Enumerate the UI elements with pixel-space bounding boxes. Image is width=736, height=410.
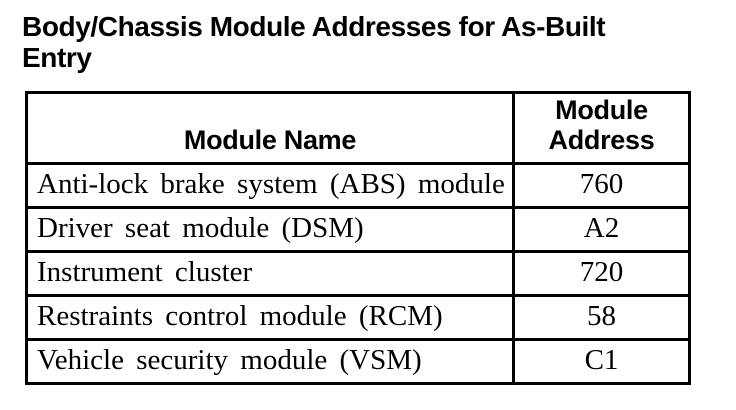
- module-address-cell: A2: [514, 208, 690, 252]
- table-row: [27, 252, 690, 296]
- module-address-table: [25, 91, 691, 385]
- header-module-name: Module Name: [27, 93, 514, 164]
- module-name-cell: Anti-lock brake system (ABS) module: [27, 164, 514, 208]
- module-name-cell: Vehicle security module (VSM): [27, 340, 514, 384]
- module-address-cell: 720: [514, 252, 690, 296]
- page-title: Body/Chassis Module Addresses for As-Built Entry: [22, 11, 606, 73]
- header-module-address: Module Address: [514, 93, 690, 164]
- table-row: [27, 164, 690, 208]
- table-row: [27, 340, 690, 384]
- module-address-cell: 58: [514, 296, 690, 340]
- module-address-cell: 760: [514, 164, 690, 208]
- module-name-cell: Driver seat module (DSM): [27, 208, 514, 252]
- table-header: [27, 93, 690, 164]
- table-row: [27, 296, 690, 340]
- module-name-cell: Restraints control module (RCM): [27, 296, 514, 340]
- module-address-cell: C1: [514, 340, 690, 384]
- module-name-cell: Instrument cluster: [27, 252, 514, 296]
- table-row: [27, 208, 690, 252]
- header-row: [27, 93, 690, 164]
- table-body: [27, 164, 690, 384]
